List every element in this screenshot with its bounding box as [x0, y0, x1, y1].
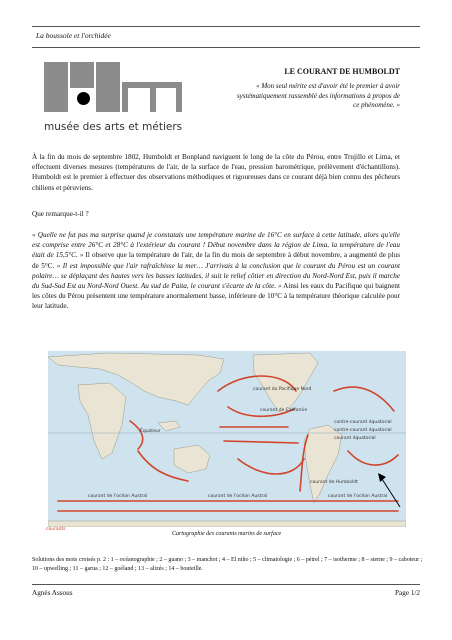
label-antarctic-3: courant de l'océan Austral	[328, 494, 388, 499]
page-number: Page 1/2	[395, 589, 420, 597]
label-equatorial-current: courant équatorial	[334, 436, 376, 441]
question: Que remarque-t-il ?	[32, 210, 89, 218]
label-countercurrent-1: contre-courant équatorial	[334, 420, 392, 425]
document-title: LE COURANT DE HUMBOLDT	[284, 67, 400, 76]
label-humboldt: courant de Humboldt	[310, 480, 358, 485]
label-antarctic-2: courant de l'océan Austral	[208, 494, 268, 499]
label-north-pacific: courant du Pacifique Nord	[253, 387, 312, 392]
paragraph-intro: À la fin du mois de septembre 1802, Humboldt et Bonpland naviguent le long de la côte du Pérou, entre Trujillo et Lima, et effectuent diverses mesures (températures de l'air, de la surface de l'eau, pression barométrique, prélèvement d'échantillons). Humboldt est le premier à effectuer des observations méthodiques et rigoureuses dans ce courant déjà bien connu des pêcheurs chiliens et péruviens.	[32, 153, 400, 192]
page-footer	[32, 584, 420, 599]
quote-polar-current: « Il est impossible que l'air rafraîchisse la mer… J'arrivais à la conclusion que le courant du Pérou est un courant polaire… se déplaçant des hautes vers les basses latitudes, il suit le relief côtier en direction du Nord-Nord Est, puis il marche du Sud-Sud Est au Nord-Nord Ouest. Au sud de Paita, le courant s'écarte de la côte. »	[32, 261, 400, 291]
label-antarctic-1: courant de l'océan Austral	[88, 494, 148, 499]
footer-author: Agnès Assous	[32, 589, 73, 597]
text-conclusion: Ainsi les eaux du Pacifique qui baignent les côtes du Pérou présentent une température anormalement basse, inférieure de 10°C à la température théorique calculée pour leur latitude.	[32, 282, 400, 311]
text-air-temperature: Il observe que la température de l'air, de la fin du mois de septembre à début novembre, a augmenté de plus de 5°C.	[32, 251, 400, 270]
map-caption: Cartographie des courants marins de surface	[172, 531, 282, 537]
map-legend: courants	[46, 527, 66, 532]
epigraph: « Mon seul mérite est d'avoir été le premier à avoir systématiquement rassemblé des informations à propos de ce phénomène. »	[236, 82, 400, 109]
quote-temperature: « Quelle ne fut pas ma surprise quand je constatais une température marine de 16°C en surface à cette latitude, alors qu'elle est comprise entre 26°C et 28°C à l'extérieur du courant ! Début novembre dans la région de Lima, la température de l'eau était de 15,5°C. »	[32, 231, 400, 260]
label-equator: Équateur	[140, 429, 161, 434]
label-countercurrent-2: contre-courant équatorial	[334, 428, 392, 433]
ocean-currents-map	[48, 351, 406, 527]
crossword-solutions: Solutions des mots croisés p. 2 : 1 – océanographie ; 2 – guano ; 3 – manchot ; 4 – El niño ; 5 – climatologie ; 6 – pétrel ; 7 – isotherme ; 8 – sterne ; 9 – caboteur ; 10 – upwelling ; 11 – garua ; 12 – goéland ; 13 – alizés ; 14 – bouteille.	[32, 557, 423, 572]
label-california: courant de Californie	[260, 408, 308, 413]
header-title: La boussole et l'orchidée	[36, 31, 111, 40]
logo-text: musée des arts et métiers	[44, 121, 183, 133]
page-header	[32, 26, 420, 48]
paragraph-observations	[32, 230, 400, 312]
